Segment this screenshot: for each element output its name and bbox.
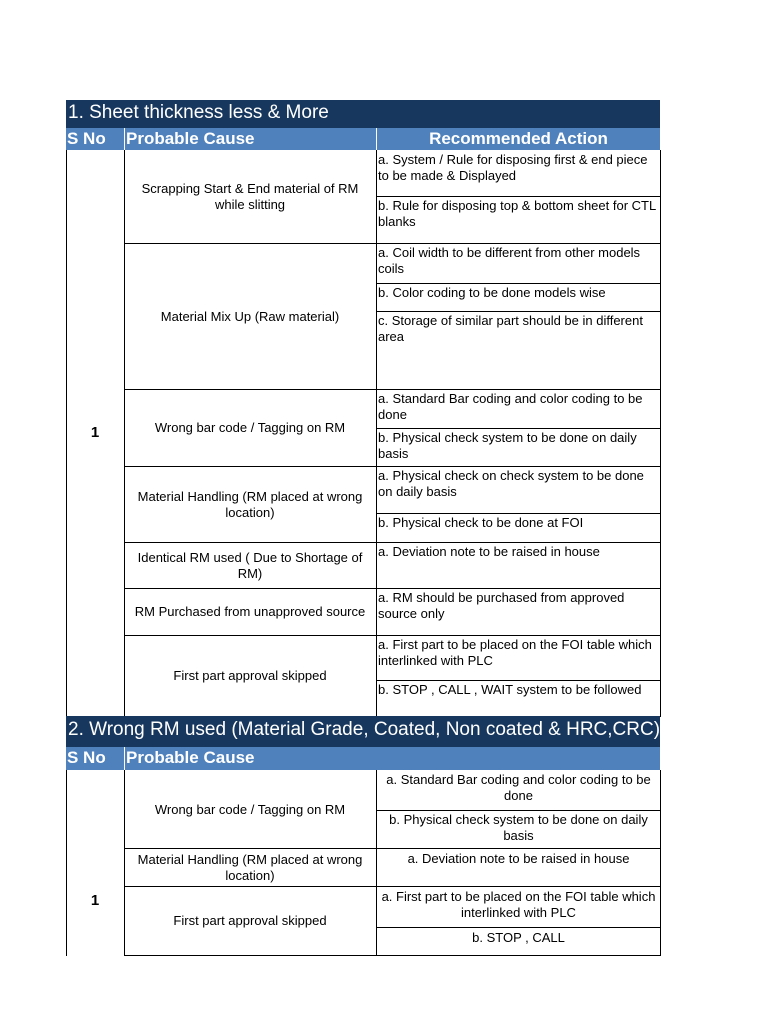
section-2-header-row [66,747,660,770]
action-cell: b. Color coding to be done models wise [378,285,606,300]
action-cell: a. System / Rule for disposing first & end piece to be made & Displayed [378,152,648,183]
action-cell: c. Storage of similar part should be in different area [378,313,643,344]
action-cell: a. Standard Bar coding and color coding to be done [378,391,643,422]
action-cell: b. Physical check system to be done on daily basis [389,812,648,843]
cause-cell: RM Purchased from unapproved source [134,604,366,619]
grid-line [660,150,661,716]
header-divider [124,747,125,770]
header-sno: S No [67,748,106,767]
action-cell: b. Physical check system to be done on daily basis [378,430,637,461]
cause-cell: First part approval skipped [173,913,327,928]
header-divider [124,128,125,150]
section-2-title: 2. Wrong RM used (Material Grade, Coated, Non coated & HRC,CRC) [66,716,660,747]
header-probable-cause: Probable Cause [126,129,255,148]
header-divider [376,128,377,150]
action-cell: b. STOP , CALL , WAIT system to be followed [378,682,642,697]
action-cell: a. Deviation note to be raised in house [378,544,600,559]
action-cell: b. Rule for disposing top & bottom sheet for CTL blanks [378,198,656,229]
section-1-header-row [66,128,660,150]
cause-cell: Material Handling (RM placed at wrong location) [137,488,363,520]
cause-cell: Wrong bar code / Tagging on RM [154,801,346,817]
action-cell: a. First part to be placed on the FOI table which interlinked with PLC [378,637,652,668]
action-cell: a. Physical check on check system to be done on daily basis [378,468,644,499]
section-1-title: 1. Sheet thickness less & More [66,100,660,128]
cause-cell: First part approval skipped [173,668,327,683]
action-cell: a. Coil width to be different from other models coils [378,245,641,276]
action-cell: a. RM should be purchased from approved source only [378,590,625,621]
action-cell: a. First part to be placed on the FOI table which interlinked with PLC [381,889,656,920]
cause-cell: Identical RM used ( Due to Shortage of RM) [137,549,363,581]
grid-line [124,955,661,956]
action-cell: a. Standard Bar coding and color coding to be done [386,772,651,803]
serial-number: 1 [90,892,100,909]
grid-line [660,770,661,956]
cause-cell: Wrong bar code / Tagging on RM [154,420,346,435]
header-sno: S No [67,129,106,148]
action-cell: b. Physical check to be done at FOI [378,515,584,530]
header-recommended-action: Recommended Action [429,129,608,148]
cause-cell: Material Mix Up (Raw material) [160,308,340,324]
action-cell: b. STOP , CALL [472,930,565,945]
grid-line [66,770,67,956]
header-probable-cause: Probable Cause [126,748,255,767]
action-cell: a. Deviation note to be raised in house [407,851,630,866]
grid-line [376,927,661,928]
cause-cell: Material Handling (RM placed at wrong location) [137,851,363,883]
cause-cell: Scrapping Start & End material of RM while slitting [141,181,359,212]
serial-number: 1 [90,424,100,441]
